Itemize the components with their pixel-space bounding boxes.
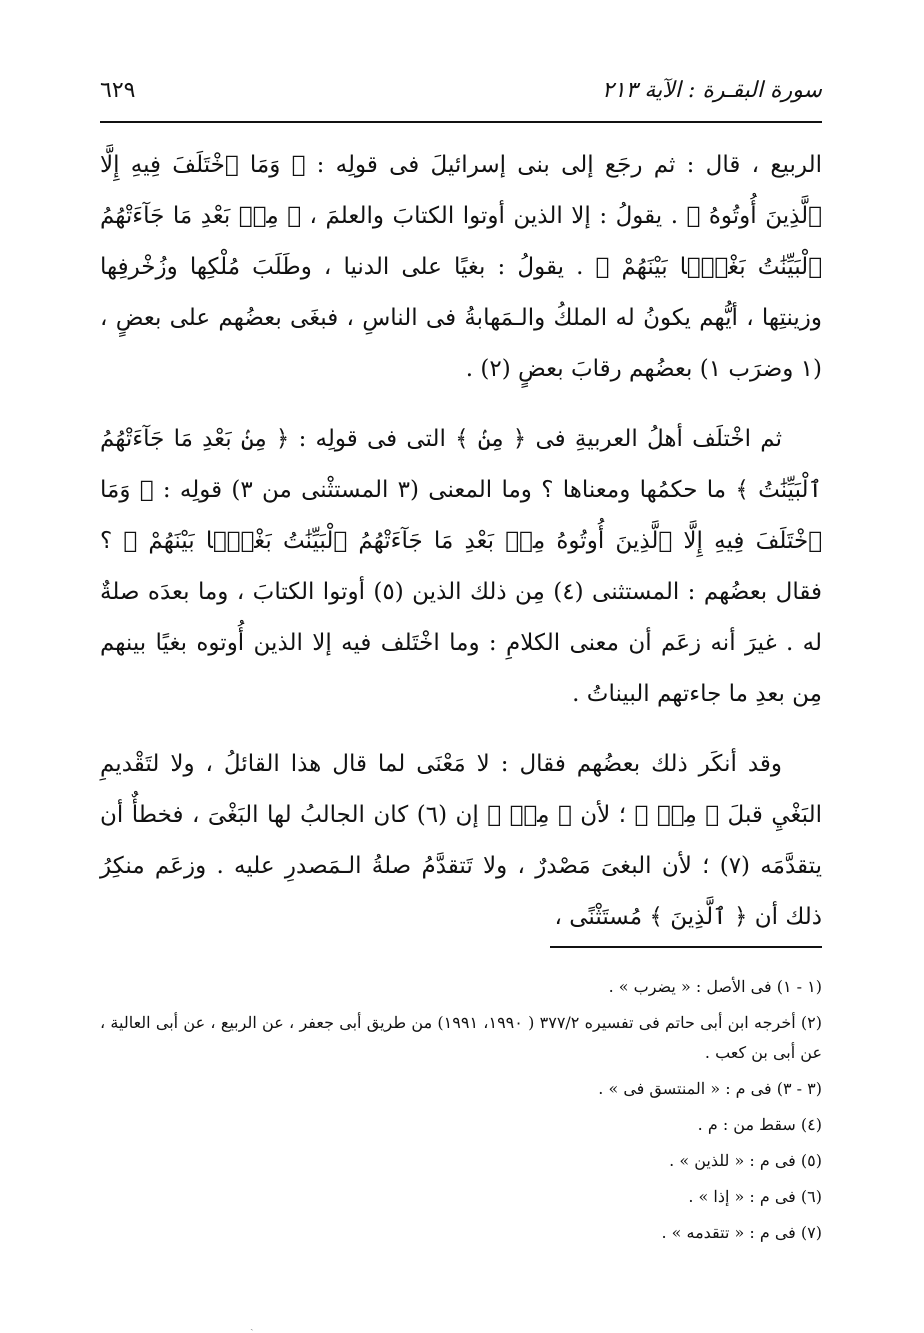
footnote-3: (٣ - ٣) فى م : « المنتسق فى » . (598, 1079, 822, 1098)
footnote-4: (٤) سقط من : م . (697, 1115, 822, 1134)
running-head (100, 66, 822, 114)
footnote-2: (٢) أخرجه ابن أبى حاتم فى تفسيره ٣٧٧/٢ ( ١٩٩٠، ١٩٩١) من طريق أبى جعفر ، عن الربيع ، عن أبى العالية ، عن أبى بن كعب . (100, 1013, 823, 1062)
scan-speck: ˏ (250, 1318, 254, 1331)
footnote-5: (٥) فى م : « للذين » . (669, 1151, 822, 1170)
paragraph-3: وقد أنكَر ذلك بعضُهم فقال : لا مَعْنَى لما قال هذا القائلُ ، ولا لتَقْديمِ البَغْيِ قبلَ ﴿ مِنۢ ﴾ ؛ لأن ﴿ مِنۢ ﴾ إن (٦) كان الجالبُ لها البَغْىَ ، فخطأٌ أن يتقدَّمَه (٧) ؛ لأن البغىَ مَصْدرٌ ، ولا تَتقدَّمُ صلةُ الـمَصدرِ عليه . وزعَم منكِرُ ذلك أن ﴿ ٱلَّذِينَ ﴾ مُستَثْنًى ، (100, 751, 822, 930)
footnote-6: (٦) فى م : « إذا » . (688, 1187, 822, 1206)
page-number: ٦٢٩ (100, 77, 136, 103)
paragraph-2: ثم اخْتلَف أهلُ العربيةِ فى ﴿ مِنۢ ﴾ التى فى قولِه : ﴿ مِنۢ بَعْدِ مَا جَآءَتْهُمُ ٱلْبَيِّنَٰتُ ﴾ ما حكمُها ومعناها ؟ وما المعنى (٣ المستثْنى من ٣) قولِه : ﴿ وَمَا ٱخْتَلَفَ فِيهِ إِلَّا ٱلَّذِينَ أُوتُوهُ مِنۢ بَعْدِ مَا جَآءَتْهُمُ ٱلْبَيِّنَٰتُ بَغْيًۢا بَيْنَهُمْ ﴾ ؟ فقال بعضُهم : المستثنى (٤) مِن ذلك الذين (٥) أوتوا الكتابَ ، وما بعدَه صلةٌ له . غيرَ أنه زعَم أن معنى الكلامِ : وما اخْتَلف فيه إلا الذين أُوتوه بغيًا بينهم مِن بعدِ ما جاءتهم البيناتُ . (100, 426, 822, 707)
main-text (100, 140, 822, 962)
footnotes (100, 972, 822, 1254)
header-rule (100, 121, 822, 123)
running-title: سورة البقـرة : الآية ٢١٣ (601, 77, 822, 103)
paragraph-1: الربيع ، قال : ثم رجَع إلى بنى إسرائيلَ فى قولِه : ﴿ وَمَا ٱخْتَلَفَ فِيهِ إِلَّا ٱلَّذِينَ أُوتُوهُ ﴾ . يقولُ : إلا الذين أوتوا الكتابَ والعلمَ ، ﴿ مِنۢ بَعْدِ مَا جَآءَتْهُمُ ٱلْبَيِّنَٰتُ بَغْيًۢا بَيْنَهُمْ ﴾ . يقولُ : بغيًا على الدنيا ، وطَلَبَ مُلْكِها وزُخْرفِها وزينتِها ، أيُّهم يكونُ له الملكُ والـمَهابةُ فى الناسِ ، فبغَى بعضُهم على بعضٍ ، (١ وضرَب ١) بعضُهم رقابَ بعضٍ (٢) . (100, 152, 822, 382)
footnote-rule (550, 946, 822, 948)
footnote-1: (١ - ١) فى الأصل : « يضرب » . (608, 977, 822, 996)
footnote-7: (٧) فى م : « تتقدمه » . (661, 1223, 822, 1242)
